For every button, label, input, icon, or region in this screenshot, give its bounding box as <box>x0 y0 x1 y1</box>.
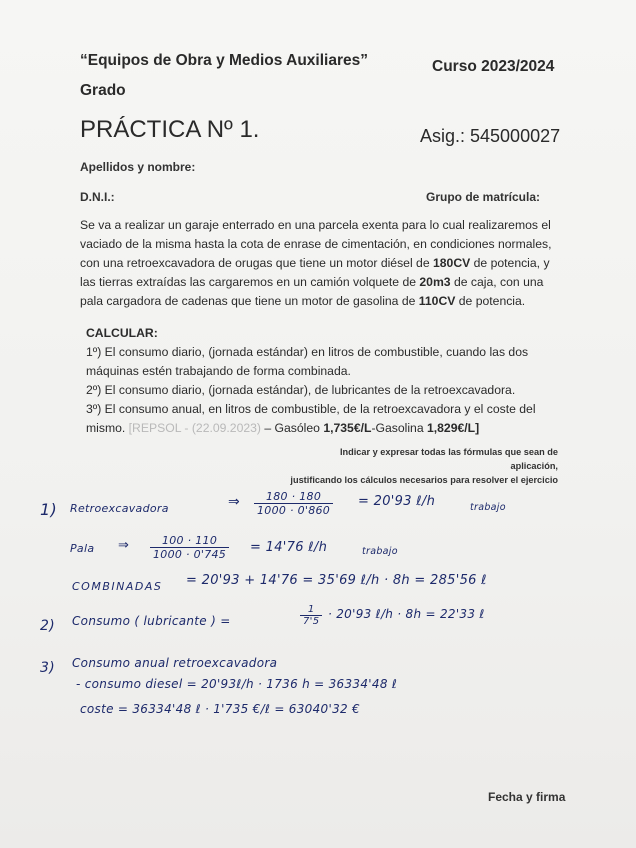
statement-line: con una retroexcavadora de orugas que tiene un motor diésel de 180CV de potencia, y <box>80 256 550 270</box>
statement-line: Se va a realizar un garaje enterrado en una parcela exenta para lo cual realizaremos el <box>80 218 551 232</box>
arrow-icon: ⇒ <box>118 538 130 553</box>
pala-unit-sub: trabajo <box>362 546 398 557</box>
instructions: Indicar y expresar todas las fórmulas que sean de aplicación, justificando los cálculos necesarios para resolver el ejercicio <box>290 447 558 485</box>
calc-title: CALCULAR: <box>86 326 158 340</box>
course-title: “Equipos de Obra y Medios Auxiliares” <box>80 52 368 69</box>
signature-label: Fecha y firma <box>488 790 566 804</box>
problem-statement <box>80 216 565 311</box>
question-3-cont: mismo. [REPSOL - (22.09.2023) – Gasóleo 1,735€/L-Gasolina 1,829€/L] <box>86 421 480 435</box>
combined-calculation: = 20'93 + 14'76 = 35'69 ℓ/h · 8h = 285'56 ℓ <box>186 573 487 588</box>
answer-1-unit-sub: trabajo <box>470 502 506 513</box>
answer-1-fraction: $\frac{180 \cdot 180}{1000 \cdot 0'860}$ <box>254 490 333 517</box>
question-1-cont: máquinas estén trabajando de forma combinada. <box>86 364 351 378</box>
name-label: Apellidos y nombre: <box>80 160 196 174</box>
answer-2-fraction: $\frac{1}{7'5}$ <box>300 604 322 627</box>
degree-label: Grado <box>80 82 126 99</box>
group-label: Grupo de matrícula: <box>426 190 541 204</box>
answer-3-diesel: - consumo diesel = 20'93ℓ/h · 1736 h = 36334'48 ℓ <box>76 677 398 691</box>
questions-block <box>86 324 561 438</box>
pala-fraction: $\frac{100 \cdot 110}{1000 \cdot 0'745}$ <box>150 534 229 561</box>
course-year: Curso 2023/2024 <box>432 58 555 75</box>
pala-label: Pala <box>70 542 95 555</box>
answer-1-result: = 20'93 ℓ/h <box>358 494 436 509</box>
answer-2-text: Consumo ( lubricante ) = <box>72 614 231 628</box>
statement-line: las tierras extraídas las cargaremos en un camión volquete de 20m3 de caja, con una <box>80 275 544 289</box>
subject-code: Asig.: 545000027 <box>420 126 561 146</box>
answer-1-label: 1) <box>40 500 58 519</box>
answer-2-result: · 20'93 ℓ/h · 8h = 22'33 ℓ <box>328 607 485 621</box>
question-1: 1º) El consumo diario, (jornada estándar) en litros de combustible, cuando las dos <box>86 345 529 359</box>
practice-title: PRÁCTICA Nº 1. <box>80 116 260 143</box>
statement-line: vaciado de la misma hasta la cota de enrase de cimentación, en condiciones normales, <box>80 237 552 251</box>
question-3: 3º) El consumo anual, en litros de combustible, de la retroexcavadora y el coste del <box>86 402 536 416</box>
dni-label: D.N.I.: <box>80 190 115 204</box>
answer-1-machine: Retroexcavadora <box>70 502 169 515</box>
pala-result: = 14'76 ℓ/h <box>250 540 328 555</box>
answer-3-cost: coste = 36334'48 ℓ · 1'735 €/ℓ = 63040'32 € <box>80 702 360 716</box>
combined-label: COMBINADAS <box>72 580 163 593</box>
answer-2-label: 2) <box>40 618 55 634</box>
arrow-icon: ⇒ <box>228 494 241 510</box>
answer-3-label: 3) <box>40 660 55 676</box>
question-2: 2º) El consumo diario, (jornada estándar), de lubricantes de la retroexcavadora. <box>86 383 516 397</box>
statement-line: pala cargadora de cadenas que tiene un motor de gasolina de 110CV de potencia. <box>80 294 526 308</box>
answer-3-title: Consumo anual retroexcavadora <box>72 656 278 670</box>
